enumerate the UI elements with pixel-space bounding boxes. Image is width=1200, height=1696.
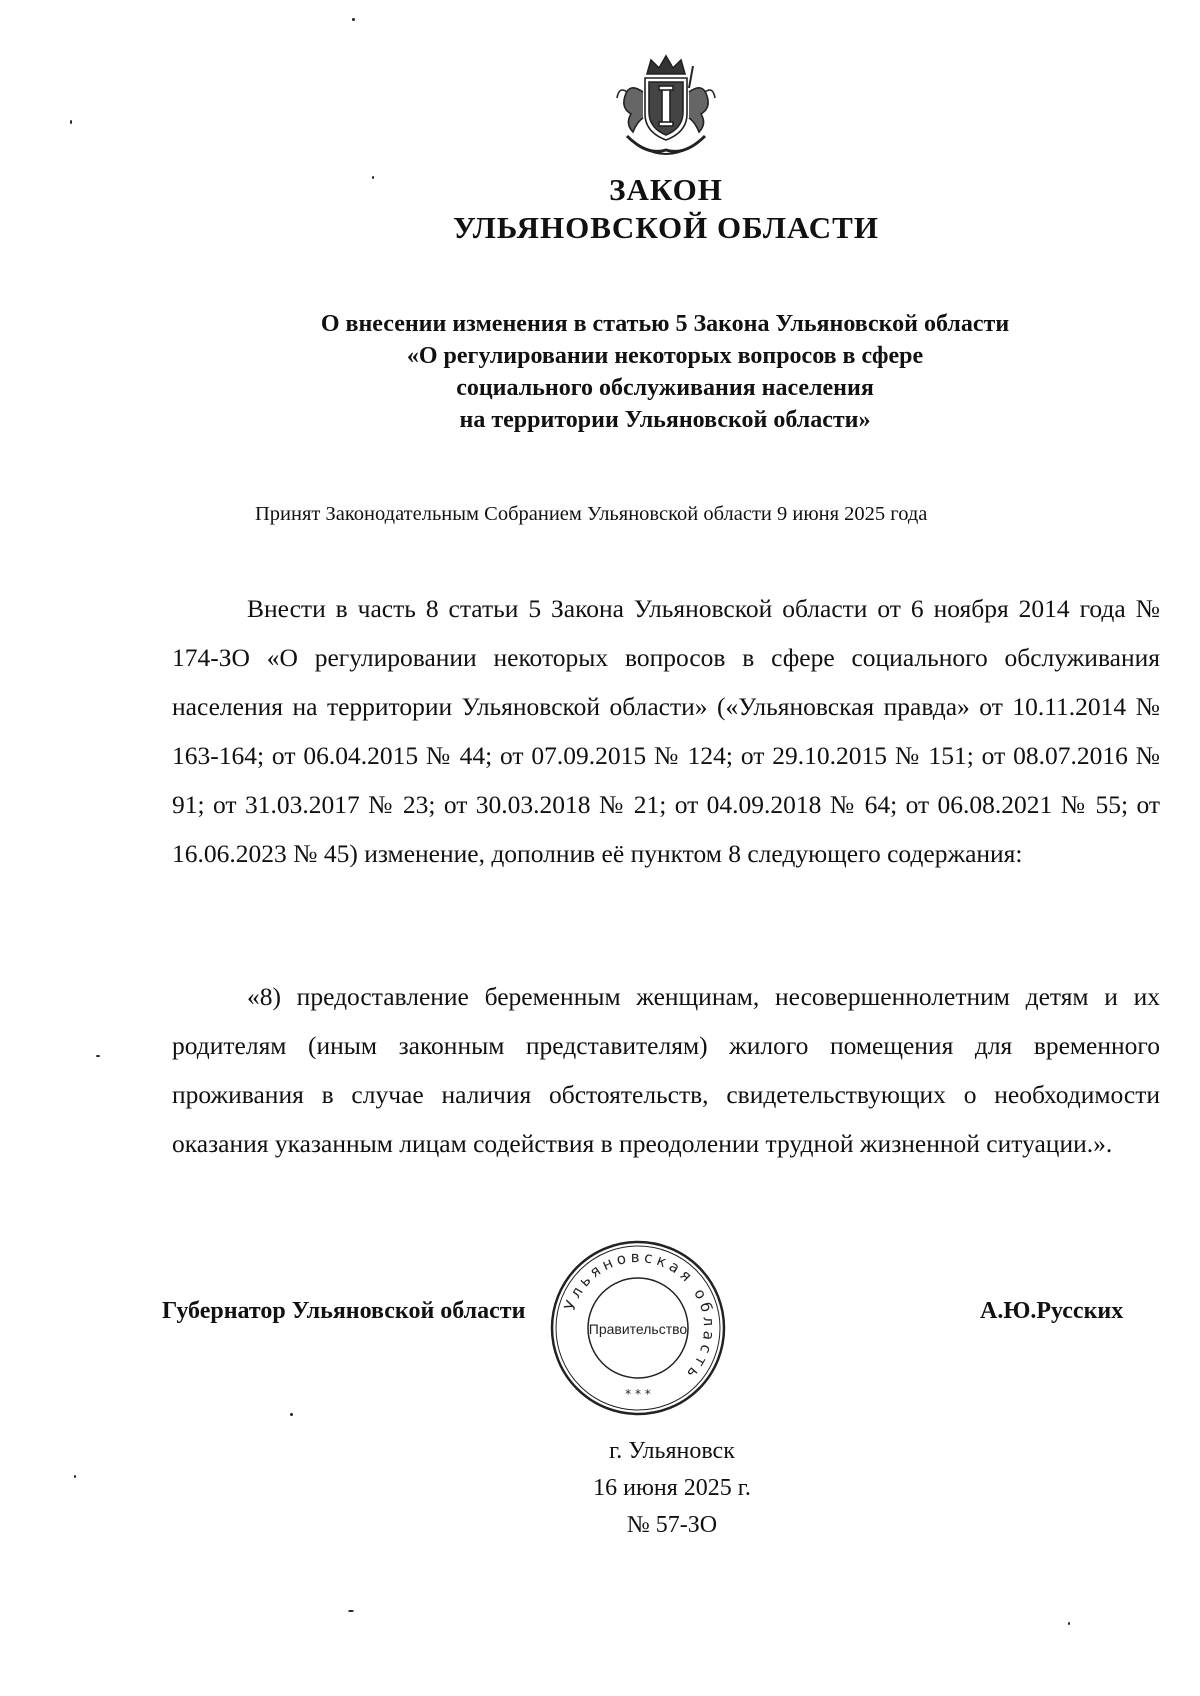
adoption-note: Принят Законодательным Собранием Ульяновской области 9 июня 2025 года xyxy=(255,503,928,525)
scan-speck xyxy=(96,1055,100,1057)
city: г. Ульяновск xyxy=(609,1438,735,1464)
signatory-position: Губернатор Ульяновской области xyxy=(162,1298,526,1324)
svg-text:* * *: * * * xyxy=(625,1387,651,1401)
paragraph-text: «8) предоставление беременным женщинам, несовершеннолетним детям и их родителям (иным законным представителям) жилого помещения для временного проживания в случае наличия обстоятельств, свидетельствующих о необходимости оказания указанным лицам содействия в преодолении трудной жизненной ситуации.». xyxy=(172,982,1160,1158)
subject-line: на территории Ульяновской области» xyxy=(459,407,871,433)
law-title: ЗАКОН xyxy=(609,172,723,207)
subject-line: «О регулировании некоторых вопросов в сфере xyxy=(406,343,924,369)
subject-line: О внесении изменения в статью 5 Закона Ульяновской области xyxy=(320,311,1010,337)
signing-date: 16 июня 2025 г. xyxy=(593,1475,751,1501)
scan-speck xyxy=(290,1413,293,1416)
signatory-name: А.Ю.Русских xyxy=(980,1298,1124,1324)
law-number: № 57-ЗО xyxy=(626,1512,718,1538)
scan-speck xyxy=(1068,1622,1070,1625)
scan-speck xyxy=(70,120,72,124)
svg-text:Правительство: Правительство xyxy=(588,1321,688,1337)
svg-text:Ульяновская область: Ульяновская область xyxy=(560,1247,719,1386)
body-paragraph-1 xyxy=(172,584,1160,878)
place-and-date xyxy=(560,1433,784,1544)
official-seal-icon xyxy=(548,1238,728,1418)
subject-line: социального обслуживания населения xyxy=(456,375,874,401)
law-subject xyxy=(240,308,1090,436)
scan-speck xyxy=(348,1610,354,1612)
ulyanovsk-coat-of-arms-icon xyxy=(607,52,725,162)
body-paragraph-2 xyxy=(172,972,1160,1168)
paragraph-text: Внести в часть 8 статьи 5 Закона Ульяновской области от 6 ноября 2014 года № 174-ЗО «О регулировании некоторых вопросов в сфере социального обслуживания населения на территории Ульяновской области» («Ульяновская правда» от 10.11.2014 № 163-164; от 06.04.2015 № 44; от 07.09.2015 № 124; от 29.10.2015 № 151; от 08.07.2016 № 91; от 31.03.2017 № 23; от 30.03.2018 № 21; от 04.09.2018 № 64; от 06.08.2021 № 55; от 16.06.2023 № 45) изменение, дополнив её пунктом 8 следующего содержания: xyxy=(172,594,1160,868)
scan-speck xyxy=(372,176,374,179)
law-region-title: УЛЬЯНОВСКОЙ ОБЛАСТИ xyxy=(453,210,879,245)
scan-speck xyxy=(74,1475,76,1478)
scan-speck xyxy=(352,18,355,21)
